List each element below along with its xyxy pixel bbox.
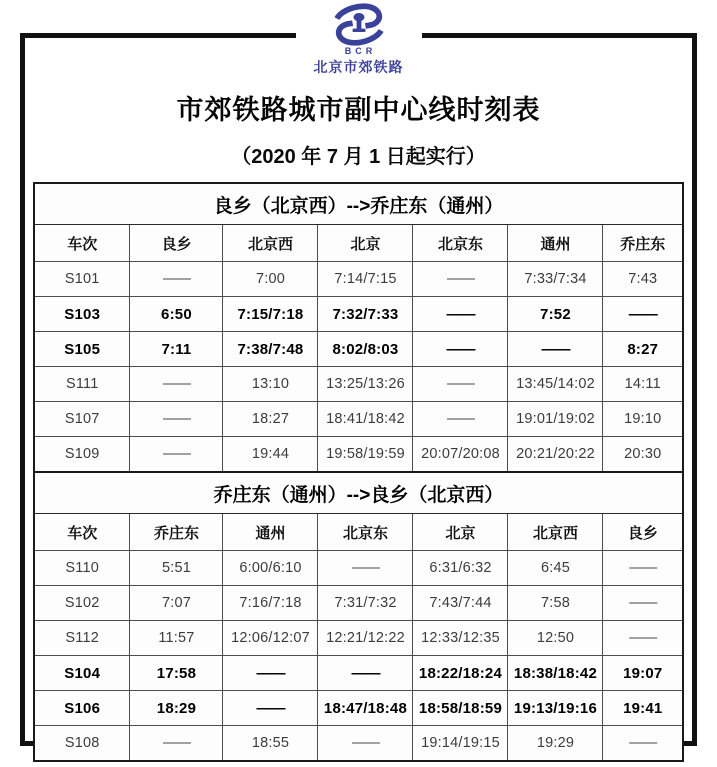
page-title: 市郊铁路城市副中心线时刻表 [176,95,541,125]
column-header: 北京 [413,514,508,551]
time-cell: 5:51 [130,551,223,586]
time-cell: 19:01/19:02 [508,402,603,437]
time-cell: 6:45 [508,551,603,586]
direction-header: 乔庄东（通州）-->良乡（北京西） [34,472,683,514]
time-cell: 18:27 [223,402,318,437]
time-cell: 18:47/18:48 [318,691,413,726]
column-header: 车次 [34,225,130,262]
time-cell: 18:55 [223,726,318,762]
time-cell: —— [130,402,223,437]
column-header: 车次 [34,514,130,551]
train-id-cell: S112 [34,621,130,656]
time-cell: 7:15/7:18 [223,297,318,332]
time-cell: 8:02/8:03 [318,332,413,367]
time-cell: —— [413,402,508,437]
time-cell: 18:22/18:24 [413,656,508,691]
time-cell: 7:43/7:44 [413,586,508,621]
time-cell: —— [603,621,683,656]
column-header: 良乡 [130,225,223,262]
time-cell: 20:30 [603,437,683,473]
timetable-body [34,183,683,761]
time-cell: 18:38/18:42 [508,656,603,691]
train-id-cell: S107 [34,402,130,437]
train-id-cell: S101 [34,262,130,297]
column-header: 乔庄东 [130,514,223,551]
time-cell: 19:58/19:59 [318,437,413,473]
table-row [34,297,683,332]
logo-acronym: BCR [344,46,377,56]
time-cell: 17:58 [130,656,223,691]
time-cell: —— [413,297,508,332]
column-header: 北京西 [508,514,603,551]
time-cell: —— [223,656,318,691]
column-header: 北京东 [413,225,508,262]
time-cell: 18:41/18:42 [318,402,413,437]
table-row [34,726,683,762]
column-header: 北京 [318,225,413,262]
time-cell: —— [603,586,683,621]
time-cell: —— [130,367,223,402]
time-cell: —— [223,691,318,726]
column-header-row [34,225,683,262]
train-id-cell: S106 [34,691,130,726]
time-cell: 19:44 [223,437,318,473]
time-cell: 7:31/7:32 [318,586,413,621]
time-cell: 18:58/18:59 [413,691,508,726]
time-cell: 6:00/6:10 [223,551,318,586]
time-cell: —— [318,656,413,691]
effective-date-subtitle: （2020 年 7 月 1 日起实行） [231,146,486,168]
column-header: 良乡 [603,514,683,551]
time-cell: 12:21/12:22 [318,621,413,656]
time-cell: —— [413,262,508,297]
time-cell: —— [130,726,223,762]
time-cell: 8:27 [603,332,683,367]
time-cell: 7:11 [130,332,223,367]
table-row [34,656,683,691]
time-cell: 19:41 [603,691,683,726]
column-header: 北京西 [223,225,318,262]
train-id-cell: S110 [34,551,130,586]
time-cell: 6:50 [130,297,223,332]
column-header-row [34,514,683,551]
timetable [33,182,684,762]
table-row [34,437,683,473]
train-id-cell: S108 [34,726,130,762]
time-cell: —— [130,437,223,473]
column-header: 乔庄东 [603,225,683,262]
logo-name: 北京市郊铁路 [313,59,404,75]
table-row [34,262,683,297]
time-cell: 7:38/7:48 [223,332,318,367]
brand-logo [296,0,422,79]
time-cell: 12:06/12:07 [223,621,318,656]
time-cell: 7:32/7:33 [318,297,413,332]
time-cell: —— [603,297,683,332]
time-cell: —— [508,332,603,367]
time-cell: 20:07/20:08 [413,437,508,473]
column-header: 通州 [508,225,603,262]
time-cell: 13:45/14:02 [508,367,603,402]
time-cell: 12:33/12:35 [413,621,508,656]
time-cell: 7:43 [603,262,683,297]
time-cell: 19:13/19:16 [508,691,603,726]
time-cell: —— [318,551,413,586]
direction-header-row [34,472,683,514]
time-cell: 20:21/20:22 [508,437,603,473]
time-cell: —— [413,367,508,402]
direction-header-row [34,183,683,225]
time-cell: 19:29 [508,726,603,762]
train-id-cell: S104 [34,656,130,691]
direction-header: 良乡（北京西）-->乔庄东（通州） [34,183,683,225]
time-cell: 19:14/19:15 [413,726,508,762]
train-id-cell: S102 [34,586,130,621]
bcr-railway-logo-icon [314,2,404,48]
time-cell: 13:25/13:26 [318,367,413,402]
time-cell: 12:50 [508,621,603,656]
time-cell: —— [130,262,223,297]
column-header: 北京东 [318,514,413,551]
outer-frame [20,33,697,751]
time-cell: 7:52 [508,297,603,332]
time-cell: 7:16/7:18 [223,586,318,621]
time-cell: 7:14/7:15 [318,262,413,297]
table-row [34,402,683,437]
time-cell: 14:11 [603,367,683,402]
time-cell: 6:31/6:32 [413,551,508,586]
time-cell: 19:10 [603,402,683,437]
time-cell: 7:00 [223,262,318,297]
time-cell: —— [318,726,413,762]
table-row [34,691,683,726]
time-cell: —— [603,551,683,586]
train-id-cell: S103 [34,297,130,332]
train-id-cell: S109 [34,437,130,473]
train-id-cell: S111 [34,367,130,402]
time-cell: 7:07 [130,586,223,621]
time-cell: 7:58 [508,586,603,621]
time-cell: 18:29 [130,691,223,726]
column-header: 通州 [223,514,318,551]
time-cell: 19:07 [603,656,683,691]
table-row [34,367,683,402]
train-id-cell: S105 [34,332,130,367]
time-cell: 7:33/7:34 [508,262,603,297]
table-row [34,586,683,621]
time-cell: 13:10 [223,367,318,402]
time-cell: 11:57 [130,621,223,656]
table-row [34,551,683,586]
time-cell: —— [603,726,683,762]
table-row [34,332,683,367]
time-cell: —— [413,332,508,367]
table-row [34,621,683,656]
